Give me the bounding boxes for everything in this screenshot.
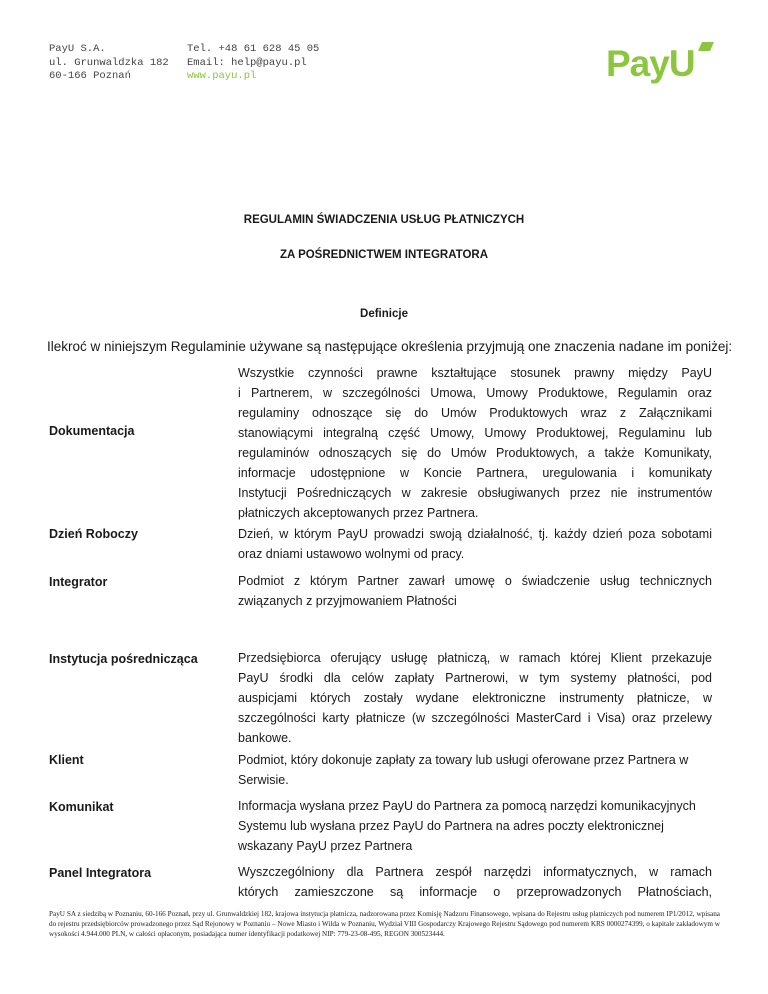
term-instytucja-posredniczaca: Instytucja pośrednicząca [49,652,198,666]
intro-paragraph: Ilekroć w niniejszym Regulaminie używane są następujące określenia przyjmują one znaczenia nadane im poniżej: [47,339,733,354]
definition-line: wskazany PayU przez Partnera [238,839,413,853]
definition-line: informacje udostępnione w Koncie Partnera, uregulowania i komunikaty [238,466,712,480]
payu-logo-accent [698,42,714,51]
definition-komunikat [238,796,712,856]
term-dokumentacja: Dokumentacja [49,424,135,438]
term-panel-integratora: Panel Integratora [49,866,152,880]
company-address [49,43,169,84]
definition-panel-integratora [238,862,712,902]
definition-dzien-roboczy [238,524,712,564]
definition-line: Instytucji Pośredniczących w zakresie obsługiwanych przez nie instrumentów [238,486,712,500]
definition-line: auspicjami których zostały wydane elektroniczne instrumenty płatnicze, w [238,691,712,705]
contact-phone: Tel. +48 61 628 45 05 [187,43,320,55]
definition-line: regulaminów odnoszących się do Umów Produktowych, a także Komunikaty, [238,446,712,460]
definition-line: Podmiot, który dokonuje zapłaty za towary lub usługi oferowane przez Partnera [238,753,676,767]
definition-dokumentacja [238,363,712,523]
definition-line: oraz dniami ustawowo wolnymi od pracy. [238,547,465,561]
definition-line: Informacja wysłana przez PayU do Partnera za pomocą narzędzi komunikacyjnych [238,799,696,813]
company-name: PayU S.A. [49,43,106,55]
definition-line: Wyszczególniony dla Partnera zespół narzędzi informatycznych, w ramach [238,865,712,879]
company-street: ul. Grunwaldzka 182 [49,56,169,69]
definition-instytucja-posredniczaca [238,648,712,748]
company-city: 60-166 Poznań [49,70,131,82]
definition-line: płatniczych akceptowanych przez Partnera. [238,506,479,520]
term-dzien-roboczy: Dzień Roboczy [49,527,138,541]
definition-line: szczególności karty płatnicze (w szczególności MasterCard i Visa) oraz przelewy [238,711,712,725]
definition-line: i Partnerem, w szczególności Umowa, Umowy Produktowe, Regulamin oraz [238,386,712,400]
term-komunikat: Komunikat [49,800,114,814]
definition-line: bankowe. [238,731,292,745]
payu-logo-text: PayU [606,43,695,84]
document-subtitle: ZA POŚREDNICTWEM INTEGRATORA [279,249,489,261]
term-klient: Klient [49,753,84,767]
definition-integrator [238,571,712,611]
definition-line: PayU środki dla celów zapłaty Partnerowi, w tym systemy płatności, pod [238,671,712,685]
section-heading: Definicje [360,308,408,320]
document-title: REGULAMIN ŚWIADCZENIA USŁUG PŁATNICZYCH [243,214,525,226]
definition-line: regulaminy odnoszące się do Umów Produktowych wraz z Załącznikami [238,406,712,420]
definition-line: Podmiot z którym Partner zawarł umowę o świadczenie usług technicznych [238,574,712,588]
legal-footer: PayU SA z siedzibą w Poznaniu, 60-166 Poznań, przy ul. Grunwaldzkiej 182, krajowa instytucja płatnicza, nadzorowana przez Komisję Nadzoru Finansowego, wpisana do Rejestru usług płatniczych pod numerem IP1/2012, wpisana do rejestru przedsiębiorców prowadzonego przez Sąd Rejonowy w Poznaniu – Nowe Miasto i Wilda w Poznaniu, Wydział VIII Gospodarczy Krajowego Rejestru Sądowego pod numerem KRS 0000274399, o kapitale zakładowym w wysokości 4.944.000 PLN, w całości opłaconym, posiadająca numer identyfikacji podatkowej NIP: 779-23-08-495, REGON 300523444. [49,910,720,938]
company-contact [187,43,319,84]
definition-line: których zamieszczone są informacje o przeprowadzonych Płatnościach, [238,885,712,899]
contact-website-link[interactable]: www.payu.pl [187,70,257,82]
definition-line: Wszystkie czynności prawne kształtujące stosunek prawny między PayU [238,366,712,380]
definition-line: stanowiącymi integralną część Umowy, Umowy Produktowej, Regulaminu lub [238,426,712,440]
definition-klient [238,750,712,790]
contact-email: Email: help@payu.pl [187,56,307,69]
definition-line: Przedsiębiorca oferujący usługę płatniczą, w ramach której Klient przekazuje [238,651,712,665]
definition-line: związanych z przyjmowaniem Płatności [238,594,457,608]
payu-logo [606,40,724,84]
definition-line: Dzień, w którym PayU prowadzi swoją działalność, tj. każdy dzień poza sobotami [238,527,712,541]
term-integrator: Integrator [49,575,108,589]
definition-line: w Serwisie. [238,753,689,787]
definition-line: Systemu lub wysłana przez PayU do Partnera na adres poczty elektronicznej [238,819,664,833]
